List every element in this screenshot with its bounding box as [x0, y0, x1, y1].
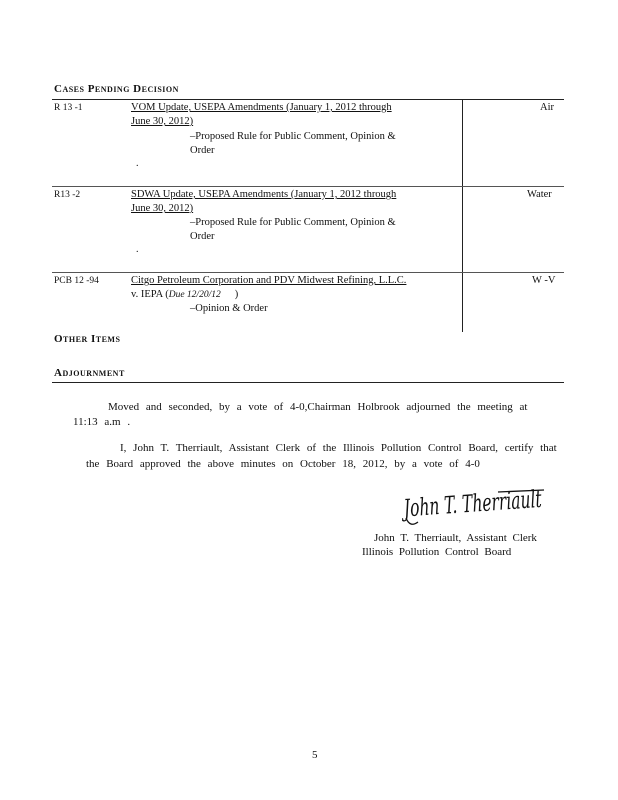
case-action: –Proposed Rule for Public Comment, Opinion &	[190, 217, 396, 228]
dot-mark: .	[136, 244, 139, 255]
case-title: Citgo Petroleum Corporation and PDV Midwest Refining, L.L.C.	[131, 275, 407, 286]
case-title-cont: June 30, 2012)	[131, 203, 194, 214]
case-id: R13 -2	[54, 190, 81, 200]
section-heading-adjournment: Adjournment	[54, 367, 125, 379]
signatory-name: John T. Therriault, Assistant Clerk	[374, 532, 537, 544]
signature-text: John T. Therriault	[402, 479, 618, 523]
case-category: W -V	[532, 275, 556, 286]
case-title: SDWA Update, USEPA Amendments (January 1, 2012 through	[131, 189, 397, 200]
row-divider	[52, 272, 564, 273]
case-action: –Proposed Rule for Public Comment, Opinion &	[190, 131, 396, 142]
adjournment-time: 11:13 a.m .	[73, 416, 131, 428]
page-number: 5	[312, 749, 318, 761]
case-title-suffix: )	[234, 289, 239, 300]
case-title: VOM Update, USEPA Amendments (January 1, 2012 through	[131, 102, 392, 113]
case-category: Air	[540, 102, 554, 113]
case-title-cont: June 30, 2012)	[131, 116, 194, 127]
case-id: R 13 -1	[54, 103, 83, 113]
adjournment-text: Moved and seconded, by a vote of 4-0,Chairman Holbrook adjourned the meeting at	[108, 401, 528, 413]
row-divider	[52, 186, 564, 187]
case-title-prefix: v. IEPA (	[131, 289, 169, 300]
signature-image	[398, 478, 618, 530]
section-rule	[52, 382, 564, 383]
certification-text: I, John T. Therriault, Assistant Clerk of the Illinois Pollution Control Board, certify that	[120, 442, 557, 454]
case-category: Water	[527, 189, 552, 200]
section-heading-other-items: Other Items	[54, 333, 121, 345]
case-title-cont	[131, 288, 238, 302]
certification-text-cont: the Board approved the above minutes on October 18, 2012, by a vote of 4-0	[86, 458, 480, 470]
case-id: PCB 12 -94	[54, 276, 99, 286]
case-action: –Opinion & Order	[190, 303, 268, 314]
section-heading-cases-pending: Cases Pending Decision	[54, 83, 179, 95]
case-due-date: Due 12/20/12	[168, 290, 221, 300]
section-rule	[52, 99, 564, 100]
signatory-organization: Illinois Pollution Control Board	[362, 546, 512, 558]
dot-mark: .	[136, 158, 139, 169]
case-action-cont: Order	[190, 231, 215, 242]
table-column-divider	[462, 100, 463, 332]
case-action-cont: Order	[190, 145, 215, 156]
